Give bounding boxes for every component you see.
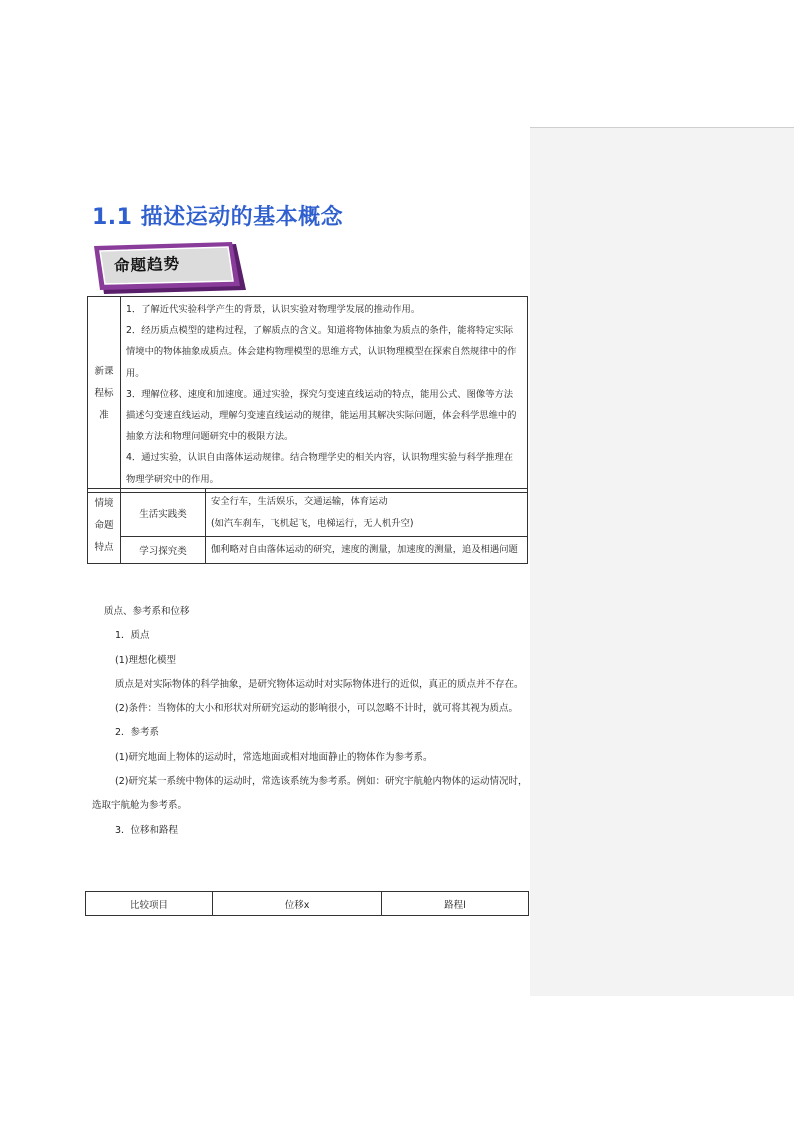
feature-type: 生活实践类 [121, 489, 206, 537]
standard-item: 2．经历质点模型的建构过程，了解质点的含义。知道将物体抽象为质点的条件，能将特定实际情境中的物体抽象成质点。体会建构物理模型的思维方式，认识物理模型在探索自然规律中的作用。 [126, 325, 517, 379]
standard-item: 3．理解位移、速度和加速度。通过实验，探究匀变速直线运动的特点，能用公式、图像等方法描述匀变速直线运动，理解匀变速直线运动的规律，能运用其解决实际问题，体会科学思维中的抽象方法和物理问题研究中的极限方法。 [126, 388, 517, 443]
subsection-title: 2．参考系 [115, 727, 160, 739]
section-banner [90, 240, 250, 296]
feature-content: 安全行车，生活娱乐，交通运输，体育运动 (如汽车刹车，飞机起飞，电梯运行，无人机升空) [206, 489, 528, 537]
paragraph: (2)条件：当物体的大小和形状对所研究运动的影响很小，可以忽略不计时，就可将其视为质点。 [115, 703, 518, 715]
standard-item: 4．通过实验，认识自由落体运动规律。结合物理学史的相关内容，认识物理实验与科学推理在物理学研究中的作用。 [126, 452, 514, 485]
standard-label: 新课 程标 准 [88, 297, 121, 493]
paragraph: (1)研究地面上物体的运动时，常选地面或相对地面静止的物体作为参考系。 [115, 751, 433, 763]
paragraph: 质点是对实际物体的科学抽象，是研究物体运动时对实际物体进行的近似，真正的质点并不存在。 [115, 678, 524, 690]
scenario-feature-table [87, 488, 528, 564]
comparison-table [85, 891, 529, 916]
table-header-cell: 比较项目 [86, 892, 213, 916]
feature-type: 学习探究类 [121, 537, 206, 564]
banner-text: 命题趋势 [113, 254, 181, 276]
body-text [92, 600, 528, 843]
section-heading: 质点、参考系和位移 [104, 606, 190, 617]
feature-content: 伽利略对自由落体运动的研究，速度的测量，加速度的测量，追及相遇问题 [206, 537, 528, 564]
table-header-cell: 位移x [213, 892, 382, 916]
comment-pane [530, 127, 794, 996]
paragraph: (1)理想化模型 [115, 654, 176, 666]
paragraph: (2)研究某一系统中物体的运动时，常选该系统为参考系。例如：研究宇航舱内物体的运动情况时，选取宇航舱为参考系。 [92, 776, 528, 812]
curriculum-standard-table [87, 296, 528, 493]
feature-label: 情境 命题 特点 [88, 489, 121, 564]
subsection-title: 1．质点 [115, 630, 150, 642]
subsection-title: 3．位移和路程 [115, 824, 179, 836]
table-header-cell: 路程l [382, 892, 529, 916]
standard-item: 1．了解近代实验科学产生的背景，认识实验对物理学发展的推动作用。 [126, 304, 421, 315]
standard-items [121, 297, 528, 493]
page-title: 1.1 描述运动的基本概念 [92, 205, 344, 230]
